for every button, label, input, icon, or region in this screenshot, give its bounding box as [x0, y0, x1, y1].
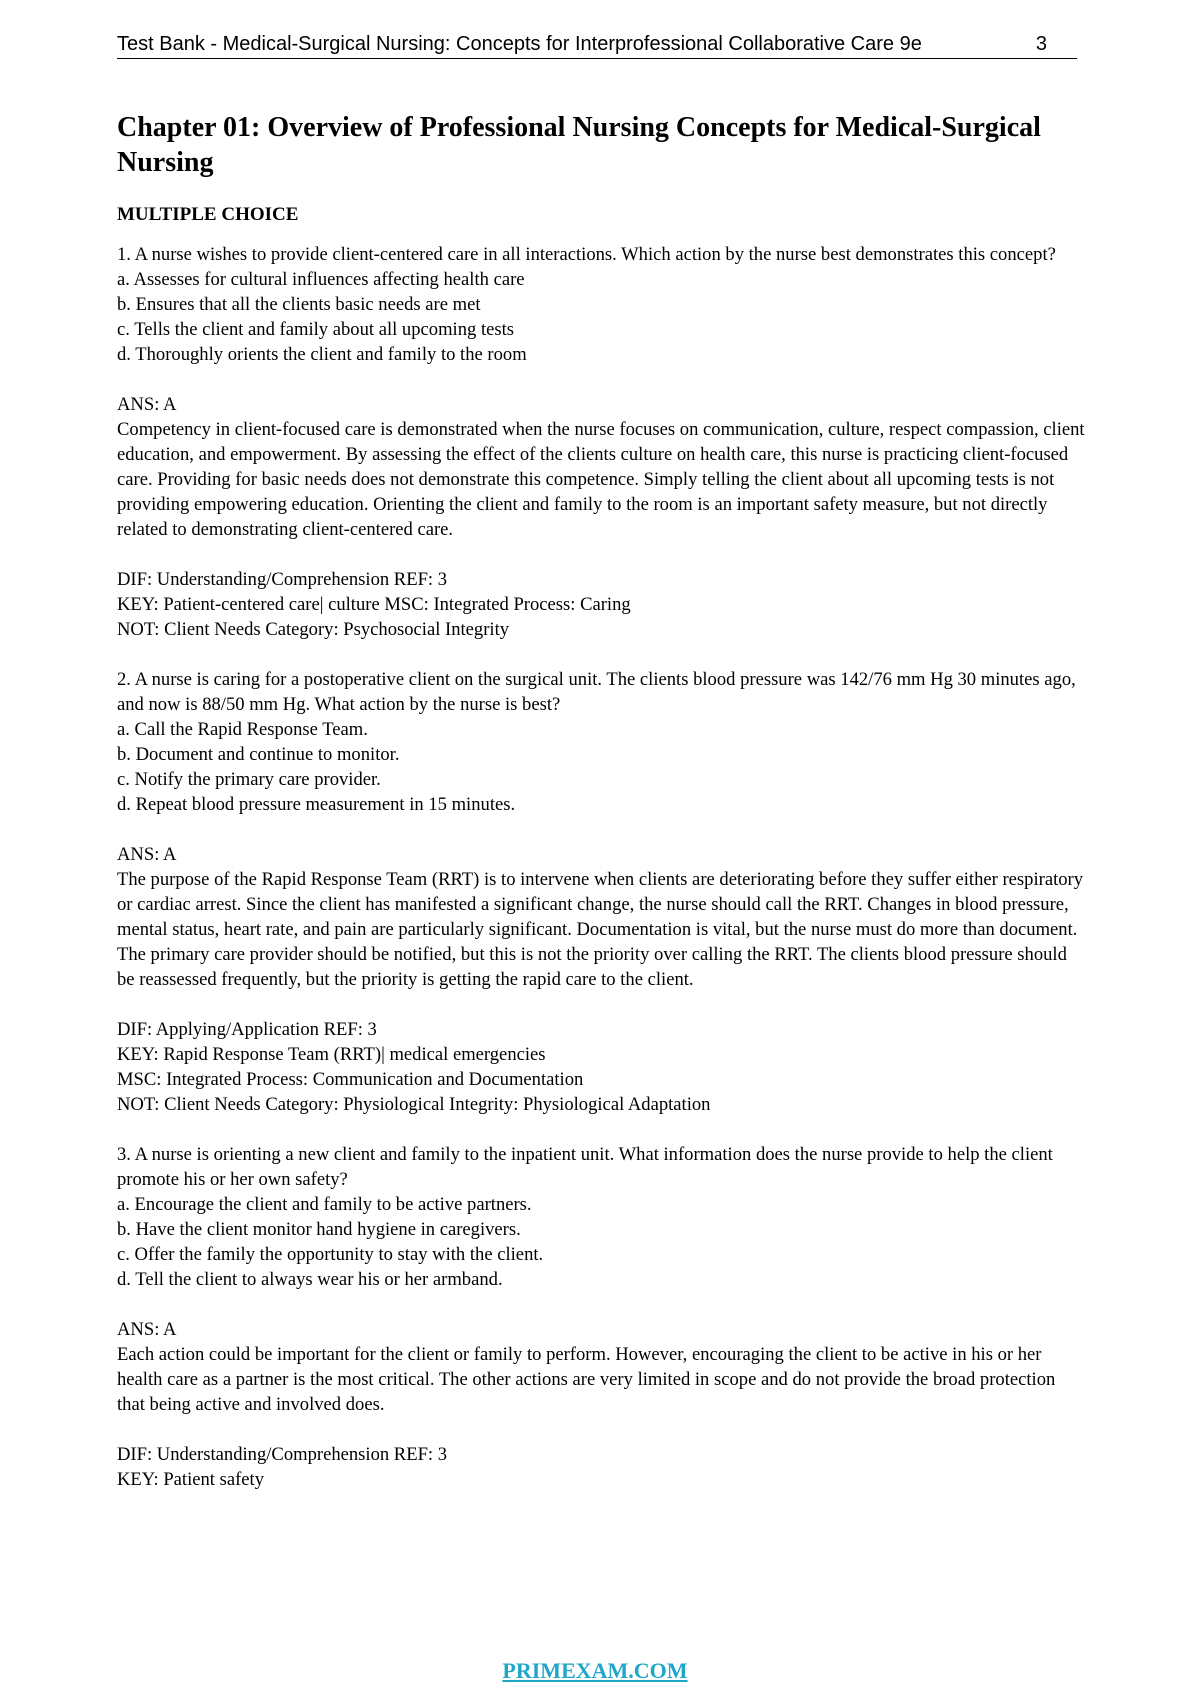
section-heading: MULTIPLE CHOICE — [117, 204, 299, 225]
answer-options — [117, 717, 1087, 817]
answer-key: ANS: A — [117, 394, 177, 415]
rationale: The purpose of the Rapid Response Team (RRT) is to intervene when clients are deteriorating before they suffer either respiratory or cardiac arrest. Since the client has manifested a significant change, the nurse should call the RRT. Changes in blood pressure, mental status, heart rate, and pain are particularly significant. Documentation is vital, but the nurse must do more than document. The primary care provider should be notified, but this is not the priority over calling the RRT. The clients blood pressure should be reassessed frequently, but the priority is getting the rapid care to the client. — [117, 869, 1084, 990]
footer-link[interactable]: PRIMEXAM.COM — [502, 1658, 688, 1683]
question-3 — [117, 1142, 1087, 1492]
meta-msc: MSC: Integrated Process: Communication and Documentation — [117, 1069, 584, 1090]
option-a: a. Assesses for cultural influences affecting health care — [117, 269, 525, 290]
header-title: Test Bank - Medical-Surgical Nursing: Concepts for Interprofessional Collaborative Care 9e — [117, 33, 922, 55]
question-2 — [117, 667, 1087, 1117]
question-stem: 2. A nurse is caring for a postoperative client on the surgical unit. The clients blood pressure was 142/76 mm Hg 30 minutes ago, and now is 88/50 mm Hg. What action by the nurse is best? — [117, 669, 1076, 715]
meta-difficulty: DIF: Understanding/Comprehension REF: 3 — [117, 569, 448, 590]
option-c: c. Offer the family the opportunity to stay with the client. — [117, 1244, 544, 1265]
option-b: b. Document and continue to monitor. — [117, 744, 400, 765]
meta-key: KEY: Patient-centered care| culture MSC: Integrated Process: Caring — [117, 594, 631, 615]
answer-options — [117, 1192, 1087, 1292]
meta-difficulty: DIF: Understanding/Comprehension REF: 3 — [117, 1444, 448, 1465]
answer-key: ANS: A — [117, 844, 177, 865]
option-d: d. Thoroughly orients the client and family to the room — [117, 344, 527, 365]
meta-key: KEY: Rapid Response Team (RRT)| medical emergencies — [117, 1044, 546, 1065]
question-stem: 1. A nurse wishes to provide client-centered care in all interactions. Which action by the nurse best demonstrates this concept? — [117, 244, 1056, 265]
running-header — [117, 32, 1077, 59]
answer-key: ANS: A — [117, 1319, 177, 1340]
option-c: c. Tells the client and family about all upcoming tests — [117, 319, 514, 340]
meta-not: NOT: Client Needs Category: Psychosocial Integrity — [117, 619, 510, 640]
question-stem: 3. A nurse is orienting a new client and family to the inpatient unit. What information does the nurse provide to help the client promote his or her own safety? — [117, 1144, 1053, 1190]
option-a: a. Encourage the client and family to be active partners. — [117, 1194, 532, 1215]
option-c: c. Notify the primary care provider. — [117, 769, 381, 790]
question-1 — [117, 242, 1087, 642]
meta-not: NOT: Client Needs Category: Physiological Integrity: Physiological Adaptation — [117, 1094, 711, 1115]
page-number: 3 — [1035, 33, 1047, 55]
meta-difficulty: DIF: Applying/Application REF: 3 — [117, 1019, 377, 1040]
answer-options — [117, 267, 1087, 367]
meta-key: KEY: Patient safety — [117, 1469, 265, 1490]
option-d: d. Tell the client to always wear his or her armband. — [117, 1269, 503, 1290]
option-b: b. Ensures that all the clients basic needs are met — [117, 294, 481, 315]
chapter-title: Chapter 01: Overview of Professional Nursing Concepts for Medical-Surgical Nursing — [117, 112, 1041, 178]
option-d: d. Repeat blood pressure measurement in 15 minutes. — [117, 794, 516, 815]
page-content — [117, 110, 1087, 1492]
option-b: b. Have the client monitor hand hygiene in caregivers. — [117, 1219, 521, 1240]
rationale: Competency in client-focused care is demonstrated when the nurse focuses on communication, culture, respect compassion, client education, and empowerment. By assessing the effect of the clients culture on health care, this nurse is practicing client-focused care. Providing for basic needs does not demonstrate this competence. Simply telling the client about all upcoming tests is not providing empowering education. Orienting the client and family to the room is an important safety measure, but not directly related to demonstrating client-centered care. — [117, 419, 1085, 540]
rationale: Each action could be important for the client or family to perform. However, encouraging the client to be active in his or her health care as a partner is the most critical. The other actions are very limited in scope and do not provide the broad protection that being active and involved does. — [117, 1344, 1056, 1415]
option-a: a. Call the Rapid Response Team. — [117, 719, 368, 740]
